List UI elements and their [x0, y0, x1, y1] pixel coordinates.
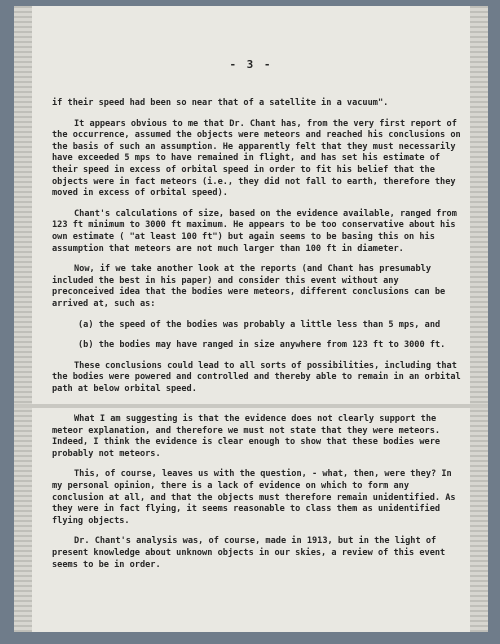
paragraph-another-look: Now, if we take another look at the reports (and Chant has presumably included the best in his paper) and consider this event without any preconceived idea that the bodies were meteors, different conclusions can be arrived at, such as: — [52, 264, 451, 309]
paragraph-continuation: if their speed had been so near that of a satellite in a vacuum". — [52, 98, 389, 108]
top-text-block — [52, 98, 464, 404]
page-number: - 3 - — [229, 58, 273, 71]
list-item-size: (b) the bodies may have ranged in size anywhere from 123 ft to 3000 ft. — [78, 340, 446, 351]
paragraph-question: This, of course, leaves us with the question, - what, then, were they? In my personal opinion, there is a lack of evidence on which to form any conclusion at all, and that the objects must therefore remain unidentified. As they were in fact flying, it seems reasonable to class them as unidentified flying objects. — [52, 469, 461, 526]
scan-edge-right — [470, 408, 488, 632]
list-item-speed: (a) the speed of the bodies was probably a little less than 5 mps, and — [78, 319, 441, 330]
page-top-sheet — [14, 6, 488, 408]
scan-edge-left — [14, 408, 32, 632]
paragraph-conclusions: These conclusions could lead to all sorts of possibilities, including that the bodies were powered and controlled and thereby able to remain in an orbital path at below orbital speed. — [52, 360, 466, 394]
bottom-text-block — [52, 414, 464, 580]
paragraph-size-calculations: Chant's calculations of size, based on the evidence available, ranged from 123 ft minimum to 3000 ft maximum. He appears to be too conservative about his own estimate ( "at least 100 ft") but again seems to be basing this on his assumption that meteors are not much larger than 100 ft in diameter. — [52, 208, 463, 254]
paragraph-review: Dr. Chant's analysis was, of course, made in 1913, but in the light of present knowledge about unknown objects in our skies, a review of this event seems to be in order. — [52, 536, 451, 570]
page-bottom-sheet — [14, 408, 488, 632]
paragraph-suggestion: What I am suggesting is that the evidence does not clearly support the meteor explanation, and therefore we must not state that they were meteors. Indeed, I think the evidence is clear enough to show that these bodies were probably not meteors. — [52, 414, 446, 459]
paragraph-chant-assumption: It appears obvious to me that Dr. Chant has, from the very first report of the occurrence, assumed the objects were meteors and reached his conclusions on the basis of such an assumption. He apparently felt that they must necessarily have exceeded 5 mps to have remained in flight, and has set his estimate of their speed in excess of orbital speed in order to fit his belief that the objects were in fact meteors (i.e., they did not fall to earth, therefore they moved in excess of orbital speed). — [52, 118, 466, 199]
